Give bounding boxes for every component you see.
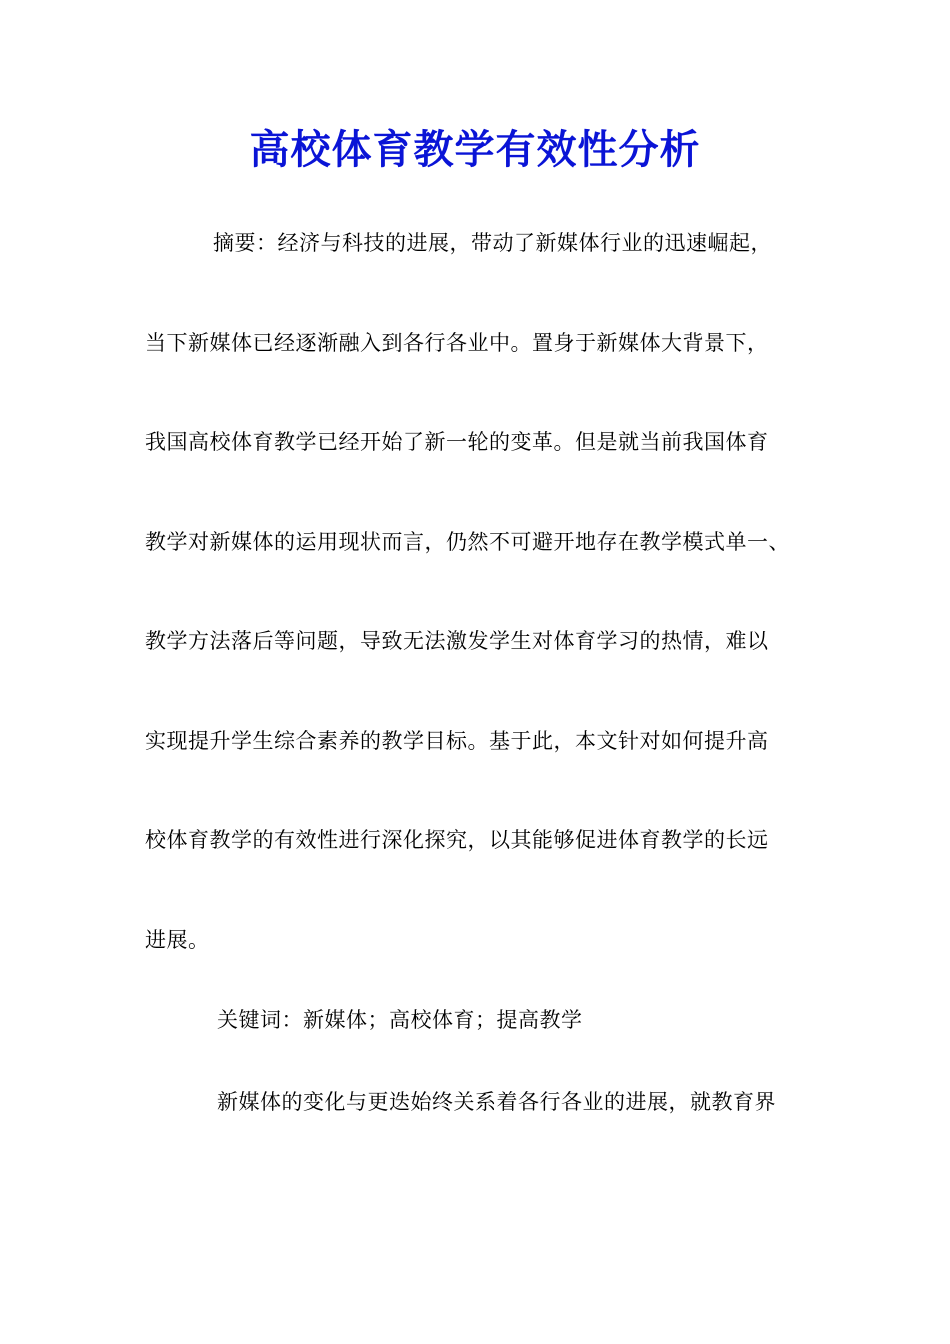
document-title: 高校体育教学有效性分析: [249, 126, 701, 173]
abstract-line-1: 摘要：经济与科技的进展，带动了新媒体行业的迅速崛起，: [213, 231, 772, 255]
abstract-line-8: 进展。: [145, 928, 210, 952]
abstract-line-6: 实现提升学生综合素养的教学目标。基于此，本文针对如何提升高: [145, 729, 769, 753]
abstract-line-4: 教学对新媒体的运用现状而言，仍然不可避开地存在教学模式单一、: [145, 530, 790, 554]
keywords-line: 关键词：新媒体；高校体育；提高教学: [217, 1008, 583, 1032]
abstract-line-2: 当下新媒体已经逐渐融入到各行各业中。置身于新媒体大背景下，: [145, 331, 769, 355]
abstract-line-5: 教学方法落后等问题，导致无法激发学生对体育学习的热情，难以: [145, 629, 769, 653]
abstract-line-7: 校体育教学的有效性进行深化探究，以其能够促进体育教学的长远: [145, 828, 769, 852]
abstract-line-3: 我国高校体育教学已经开始了新一轮的变革。但是就当前我国体育: [145, 430, 769, 454]
body-paragraph-line: 新媒体的变化与更迭始终关系着各行各业的进展，就教育界: [217, 1090, 776, 1114]
